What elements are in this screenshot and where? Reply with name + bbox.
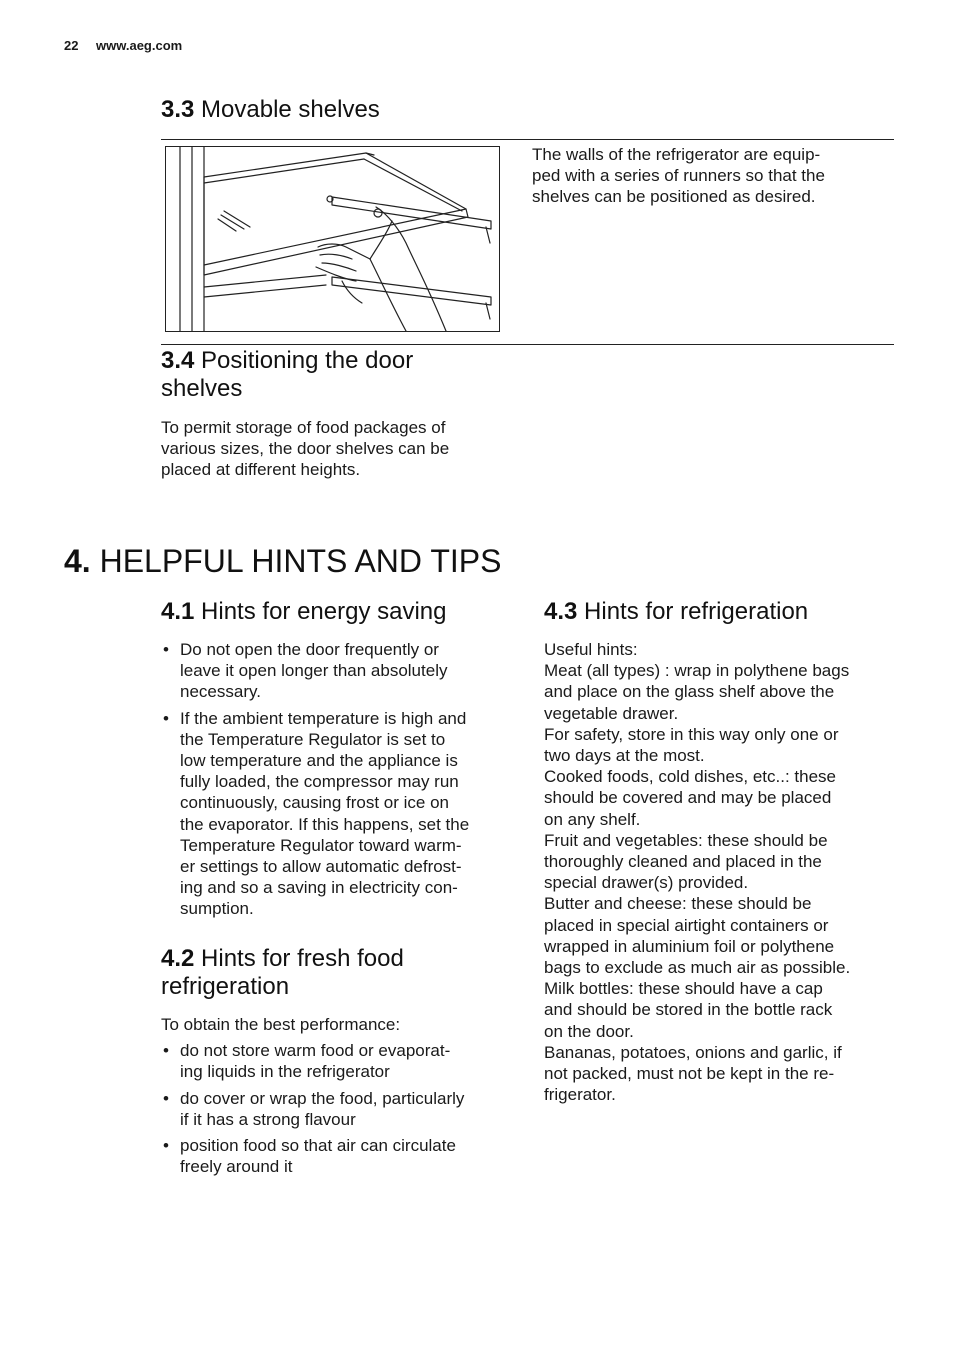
text-line: vegetable drawer. [544,703,679,723]
shelf-illustration [165,146,500,332]
text-line: two days at the most. [544,746,705,766]
section-title: shelves [161,375,243,402]
divider [161,344,894,345]
chapter-heading [64,543,501,579]
section-4-2-heading [161,945,404,1001]
text-line: To permit storage of food packages of [161,418,446,437]
section-title: Movable shelves [201,96,380,123]
section-4-3-text [544,639,904,1105]
list-item: • position food so that air can circulate freely around it [163,1136,456,1177]
text-line: bags to exclude as much air as possible. [544,958,851,978]
text-line: ped with a series of runners so that the [532,166,825,186]
section-4-1-list [161,639,521,925]
text-line: Bananas, potatoes, onions and garlic, if [544,1042,842,1062]
text-line: placed in special airtight containers or [544,915,829,935]
text-line: frigerator. [544,1085,616,1105]
section-number: 4.3 [544,598,578,625]
section-title: Hints for refrigeration [584,598,809,625]
text-line: not packed, must not be kept in the re- [544,1064,835,1084]
divider [161,139,894,140]
text-line: Cooked foods, cold dishes, etc..: these [544,767,837,787]
text-line: wrapped in aluminium foil or polythene [544,936,835,956]
list-item: • do not store warm food or evaporat- ing liquids in the refrigerator [163,1041,451,1082]
list-item: • Do not open the door frequently or leave it open longer than absolutely necessary. [163,640,448,702]
text-line: Fruit and vegetables: these should be [544,830,828,850]
section-title: Hints for fresh food [201,945,404,972]
text-line: Butter and cheese: these should be [544,894,812,914]
section-3-3-heading [161,96,380,124]
text-line: For safety, store in this way only one or [544,724,839,744]
text-line: thoroughly cleaned and placed in the [544,852,822,872]
page-number: 22 [64,38,79,53]
text-line: and should be stored in the bottle rack [544,1000,833,1020]
section-3-4-heading [161,347,413,403]
chapter-number: 4. [64,543,91,579]
section-title: Hints for energy saving [201,598,447,625]
intro-text: To obtain the best performance: [161,1015,401,1034]
bullet: • [163,1041,169,1061]
text-line: special drawer(s) provided. [544,873,749,893]
section-title: refrigeration [161,973,290,1000]
text-line: various sizes, the door shelves can be [161,439,450,459]
text-line: should be covered and may be placed [544,788,832,808]
text-line: on any shelf. [544,809,641,829]
section-number: 3.3 [161,96,195,123]
section-title: Positioning the door [201,347,414,374]
text-line: shelves can be positioned as desired. [532,187,816,207]
chapter-title: HELPFUL HINTS AND TIPS [99,543,502,579]
text-line: Milk bottles: these should have a cap [544,979,823,999]
section-3-3-text [532,144,825,208]
text-line: placed at different heights. [161,460,361,480]
bullet: • [163,1136,169,1156]
bullet: • [163,640,169,659]
section-4-3-heading [544,598,808,626]
section-3-4-text [161,417,449,481]
section-4-2-text [161,1014,521,1182]
text-line: and place on the glass shelf above the [544,682,835,702]
section-number: 4.1 [161,598,195,625]
shelf-drawing [166,147,499,331]
text-line: on the door. [544,1021,634,1041]
section-4-1-heading [161,598,447,626]
text-line: Useful hints: [544,640,638,659]
section-number: 4.2 [161,945,195,972]
bullet: • [163,708,169,728]
website-url: www.aeg.com [96,38,183,53]
text-line: The walls of the refrigerator are equip- [532,145,821,164]
bullet: • [163,1088,169,1108]
list-item: • do cover or wrap the food, particularly if it has a strong flavour [163,1088,465,1129]
text-line: Meat (all types) : wrap in polythene bags [544,661,850,681]
list-item: • If the ambient temperature is high and the Temperature Regulator is set to low temperature and the appliance is fully loaded, the compressor may run continuously, causing frost or ice on the evaporator. If this happens, set the Temperature Regulator toward warm- er settings to allow automatic defrost- ing and so a saving in electricity con- sumption. [163,708,470,919]
section-number: 3.4 [161,347,195,374]
